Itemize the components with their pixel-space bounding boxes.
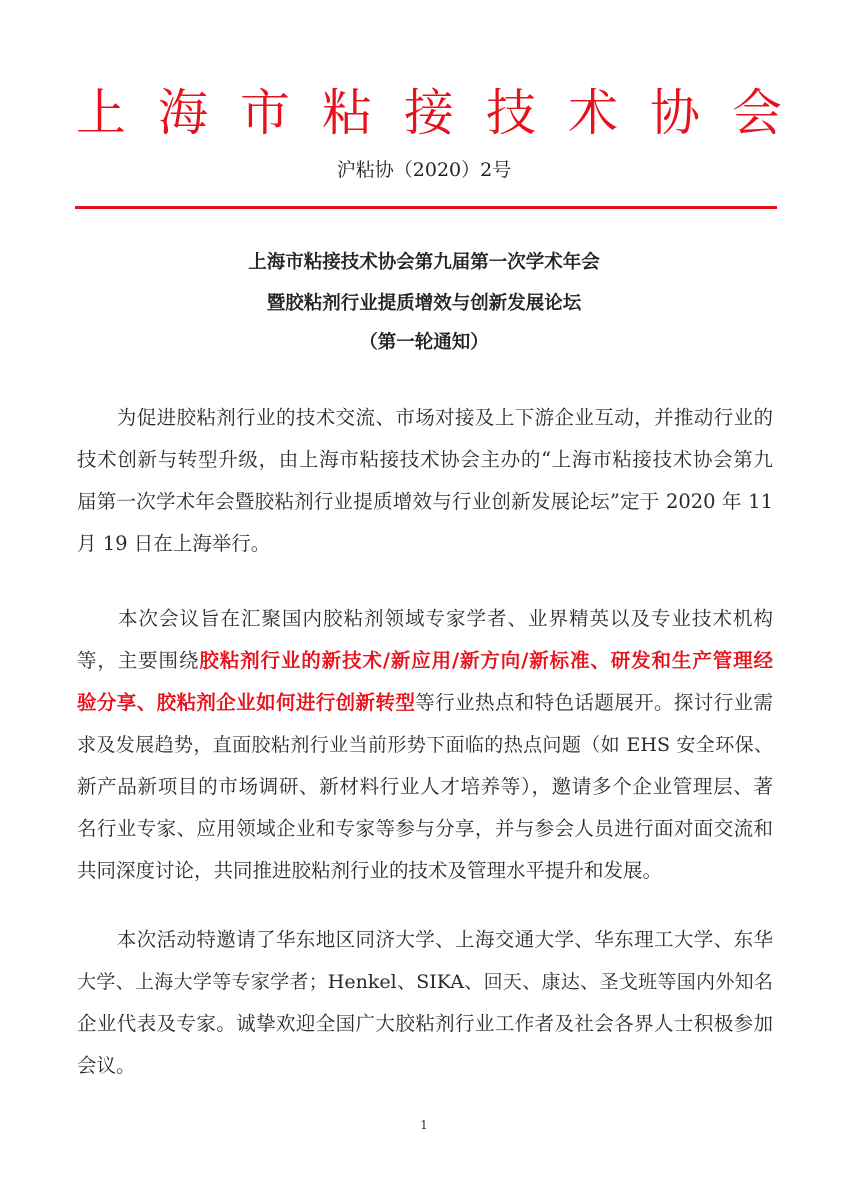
- notice-title-line-2: 暨胶粘剂行业提质增效与创新发展论坛: [266, 293, 582, 314]
- paragraph-line: 新产品新项目的市场调研、新材料行业人才培养等），邀请多个企业管理层、著: [77, 775, 773, 798]
- page-number: 1: [420, 1118, 428, 1132]
- notice-title-line-1: 上海市粘接技术协会第九届第一次学术年会: [248, 252, 600, 273]
- org-title-char: 粘: [322, 84, 372, 142]
- org-title-char: 术: [568, 84, 618, 142]
- paragraph-line: 本次会议旨在汇聚国内胶粘剂领域专家学者、业界精英以及专业技术机构: [77, 607, 773, 630]
- paragraph-line: 名行业专家、应用领域企业和专家等参与分享，并与参会人员进行面对面交流和: [77, 817, 773, 840]
- paragraph-line: 求及发展趋势，直面胶粘剂行业当前形势下面临的热点问题（如 EHS 安全环保、: [77, 734, 773, 756]
- paragraph-line: 月 19 日在上海举行。: [77, 532, 271, 555]
- paragraph-line: 共同深度讨论，共同推进胶粘剂行业的技术及管理水平提升和发展。: [77, 859, 663, 882]
- notice-title-line-3: （第一轮通知）: [359, 332, 489, 353]
- paragraph-line: [77, 682, 773, 724]
- paragraph-line: 会议。: [77, 1054, 136, 1077]
- paragraph-topics: [77, 598, 773, 892]
- org-title-char: 技: [486, 84, 536, 142]
- highlighted-topics: 胶粘剂行业的新技术/新应用/新方向/新标准、研发和生产管理经: [199, 649, 773, 672]
- org-title-char: 海: [158, 84, 208, 142]
- org-title-char: 上: [76, 84, 126, 142]
- paragraph-line: 届第一次学术年会暨胶粘剂行业提质增效与行业创新发展论坛”定于 2020 年 11: [77, 490, 773, 513]
- highlighted-topics: 验分享、胶粘剂企业如何进行创新转型: [77, 691, 416, 714]
- org-title-char: 接: [404, 84, 454, 142]
- org-title-char: 协: [650, 84, 700, 142]
- text-run: 等，主要围绕: [77, 649, 200, 672]
- paragraph-line: 企业代表及专家。诚挚欢迎全国广大胶粘剂行业工作者及社会各界人士积极参加: [77, 1012, 773, 1035]
- text-run: 等行业热点和特色话题展开。探讨行业需: [415, 691, 773, 714]
- paragraph-line: 本次活动特邀请了华东地区同济大学、上海交通大学、华东理工大学、东华: [77, 928, 773, 951]
- paragraph-intro: [77, 397, 773, 565]
- document-number: 沪粘协（2020）2号: [336, 159, 512, 181]
- org-title-char: 市: [240, 84, 290, 142]
- paragraph-line: [77, 640, 773, 682]
- organization-title: [74, 80, 784, 146]
- paragraph-line: 技术创新与转型升级，由上海市粘接技术协会主办的“上海市粘接技术协会第九: [77, 448, 773, 471]
- paragraph-invitation: [77, 919, 773, 1087]
- paragraph-line: 为促进胶粘剂行业的技术交流、市场对接及上下游企业互动，并推动行业的: [77, 406, 773, 429]
- paragraph-line: 大学、上海大学等专家学者；Henkel、SIKA、回天、康达、圣戈班等国内外知名: [77, 971, 773, 993]
- header-divider: [75, 206, 777, 209]
- org-title-char: 会: [732, 84, 782, 142]
